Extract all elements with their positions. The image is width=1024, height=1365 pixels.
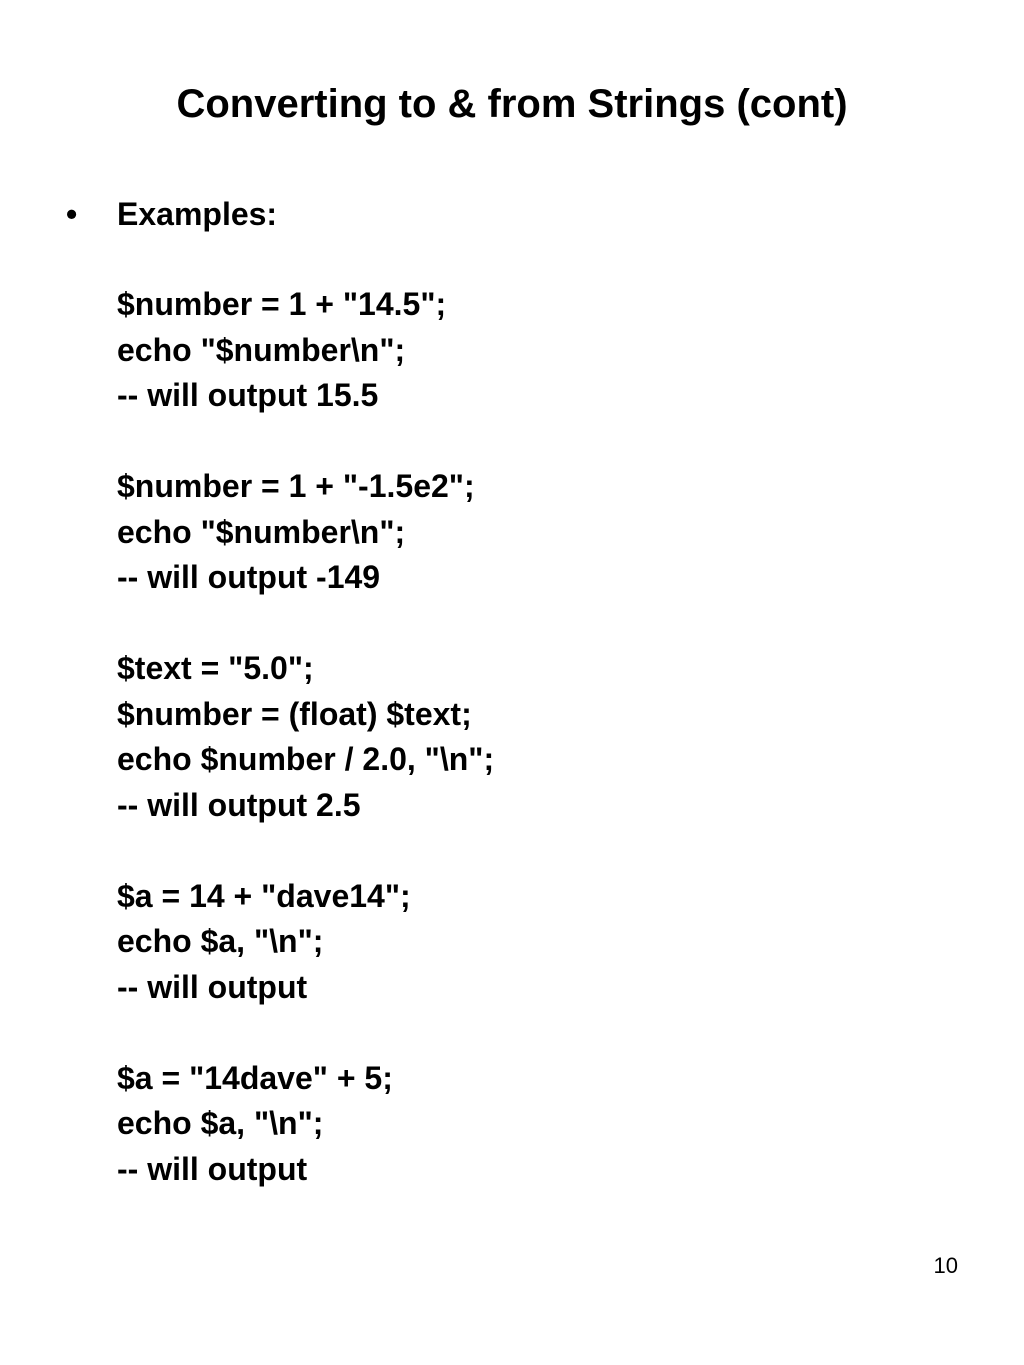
example-1 — [117, 282, 997, 419]
output-note: -- will output -149 — [117, 559, 381, 595]
code-line: $text = "5.0"; — [117, 650, 314, 686]
example-5 — [117, 1056, 997, 1193]
code-line: $number = 1 + "-1.5e2"; — [117, 468, 475, 504]
code-line: $number = (float) $text; — [117, 695, 472, 732]
page-number: 10 — [933, 1253, 958, 1278]
example-3 — [117, 646, 997, 828]
code-line: echo "$number\n"; — [117, 331, 406, 368]
bullet-marker: • — [66, 196, 78, 232]
output-note: -- will output — [117, 968, 308, 1005]
example-2 — [117, 464, 997, 601]
code-line: echo $a, "\n"; — [117, 923, 324, 959]
example-4 — [117, 874, 997, 1011]
output-note: -- will output 15.5 — [117, 377, 379, 413]
output-note: -- will output — [117, 1150, 308, 1187]
examples-label: Examples: — [117, 196, 278, 232]
slide-title: Converting to & from Strings (cont) — [176, 82, 848, 126]
code-line: $number = 1 + "14.5"; — [117, 286, 447, 322]
output-note: -- will output 2.5 — [117, 786, 361, 823]
code-examples — [117, 282, 997, 1238]
code-line: $a = 14 + "dave14"; — [117, 877, 411, 914]
code-line: echo $number / 2.0, "\n"; — [117, 741, 495, 777]
code-line: echo $a, "\n"; — [117, 1105, 324, 1141]
code-line: echo "$number\n"; — [117, 513, 406, 550]
code-line: $a = "14dave" + 5; — [117, 1059, 393, 1096]
